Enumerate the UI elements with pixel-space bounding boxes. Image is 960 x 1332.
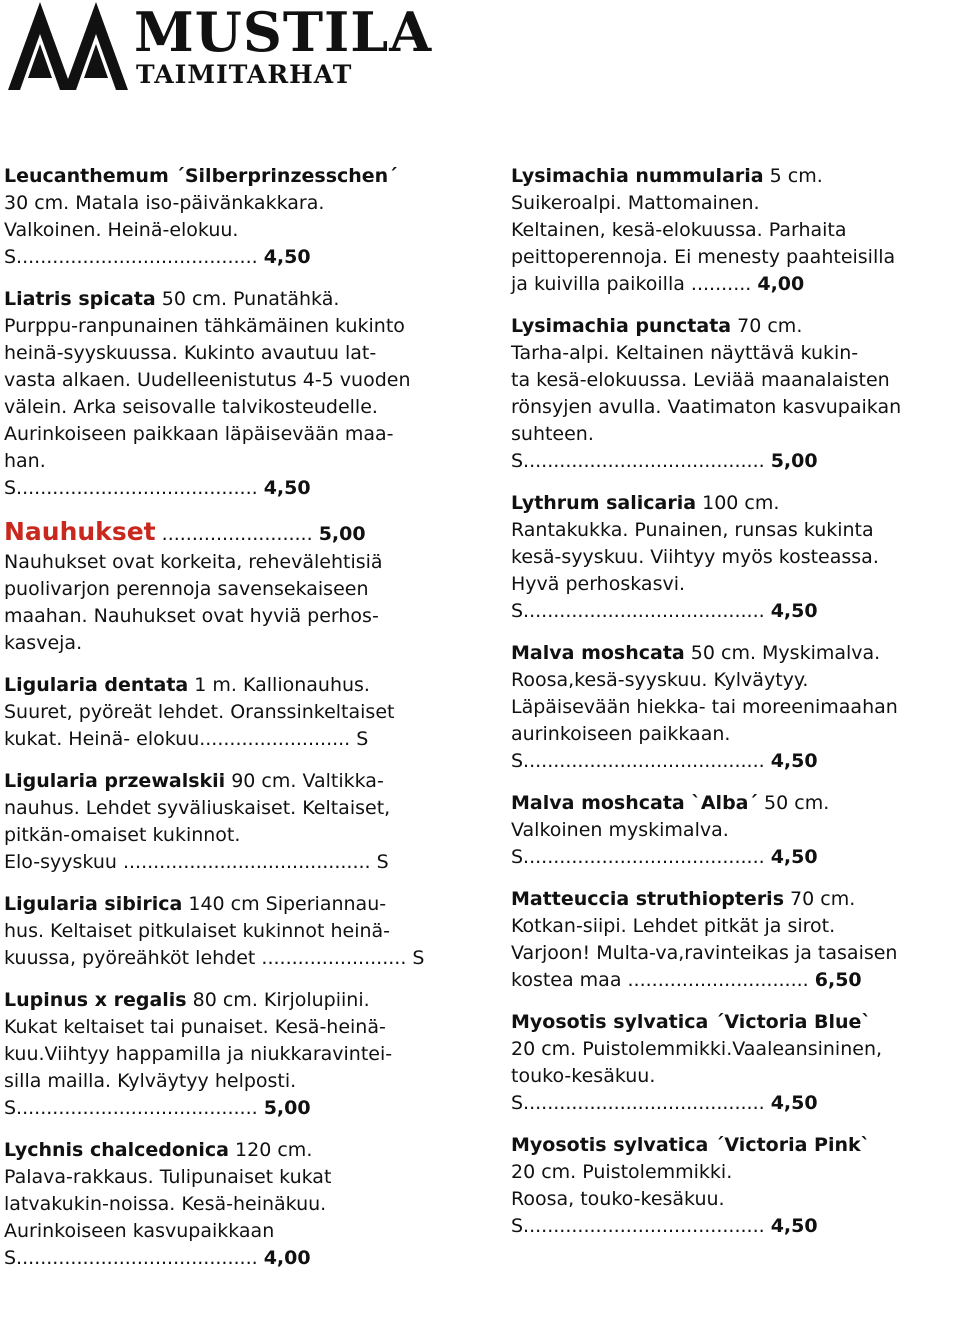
- product-description: Palava-rakkaus. Tulipunaiset kukat latvakukin-noissa. Kesä-heinäkuu. Aurinkoiseen kasvupaikkaan: [4, 1166, 332, 1242]
- right-column: [511, 163, 959, 1255]
- product-price: 4,00: [757, 273, 805, 295]
- product-dots: S........................................: [4, 1247, 264, 1269]
- product-description: Kotkan-siipi. Lehdet pitkät ja sirot. Varjoon! Multa-va,ravinteikas ja tasaisen kostea maa ..............................: [511, 915, 898, 991]
- product-price: 4,50: [263, 246, 311, 268]
- product-price: 4,50: [263, 477, 311, 499]
- product-entry: [4, 768, 454, 876]
- product-size: 80 cm. Kirjolupiini.: [186, 989, 370, 1011]
- product-name: Lupinus x regalis: [4, 989, 187, 1011]
- product-name: Ligularia przewalskii: [4, 770, 226, 792]
- product-price: 4,50: [770, 1215, 818, 1237]
- product-price: 4,00: [263, 1247, 311, 1269]
- product-description: Kukat keltaiset tai punaiset. Kesä-heinä- kuu.Viihtyy happamilla ja niukkaravintei- silla mailla. Kylväytyy helposti.: [4, 1016, 393, 1092]
- product-size: 120 cm.: [229, 1139, 313, 1161]
- product-dots: S........................................: [511, 1092, 771, 1114]
- product-name: Lychnis chalcedonica: [4, 1139, 230, 1161]
- group-title: Nauhukset: [4, 517, 156, 546]
- product-group: [4, 517, 454, 657]
- product-description: Roosa,kesä-syyskuu. Kylväytyy. Läpäisevään hiekka- tai moreenimaahan aurinkoiseen paikkaan.: [511, 669, 898, 745]
- product-price: 4,50: [770, 1092, 818, 1114]
- product-size: 50 cm. Myskimalva.: [684, 642, 881, 664]
- product-entry: [511, 1009, 959, 1117]
- group-price: 5,00: [318, 523, 366, 545]
- product-entry: [4, 286, 454, 502]
- product-size: 70 cm.: [784, 888, 856, 910]
- product-description: nauhus. Lehdet syväliuskaiset. Keltaiset, pitkän-omaiset kukinnot. Elo-syyskuu ......................................... S: [4, 797, 391, 873]
- product-size: 5 cm.: [763, 165, 823, 187]
- product-name: Malva moshcata: [511, 642, 685, 664]
- product-name: Lysimachia punctata: [511, 315, 732, 337]
- product-name: Ligularia sibirica: [4, 893, 183, 915]
- brand-subtitle: TAIMITARHAT: [136, 60, 353, 89]
- product-description: Suuret, pyöreät lehdet. Oranssinkeltaiset kukat. Heinä- elokuu......................... S: [4, 701, 395, 750]
- product-description: Valkoinen myskimalva.: [511, 819, 729, 841]
- product-name: Liatris spicata: [4, 288, 156, 310]
- product-dots: S........................................: [511, 450, 771, 472]
- product-description: 30 cm. Matala iso-päivänkakkara. Valkoinen. Heinä-elokuu.: [4, 192, 325, 241]
- product-price: 4,50: [770, 600, 818, 622]
- product-price: 6,50: [814, 969, 862, 991]
- left-column: [4, 163, 454, 1287]
- product-description: Rantakukka. Punainen, runsas kukinta kesä-syyskuu. Viihtyy myös kosteassa. Hyvä perhoskasvi.: [511, 519, 879, 595]
- product-size: 100 cm.: [696, 492, 780, 514]
- product-name: Ligularia dentata: [4, 674, 189, 696]
- product-price: 4,50: [770, 750, 818, 772]
- product-dots: S........................................: [4, 477, 264, 499]
- product-price: 5,00: [770, 450, 818, 472]
- product-name: Myosotis sylvatica ´Victoria Blue`: [511, 1011, 871, 1033]
- product-description: Purppu-ranpunainen tähkämäinen kukinto heinä-syyskuussa. Kukinto avautuu lat- vasta alkaen. Uudelleenistutus 4-5 vuoden välein. Arka seisovalle talvikosteudelle. Aurinkoiseen paikkaan läpäisevään maa- han.: [4, 315, 411, 472]
- product-name: Leucanthemum ´Silberprinzesschen´: [4, 165, 398, 187]
- product-size: 50 cm.: [758, 792, 830, 814]
- product-description: hus. Keltaiset pitkulaiset kukinnot heinä- kuussa, pyöreähköt lehdet ........................ S: [4, 920, 425, 969]
- product-size: 50 cm. Punatähkä.: [155, 288, 340, 310]
- product-name: Lythrum salicaria: [511, 492, 697, 514]
- product-entry: [511, 886, 959, 994]
- product-description: 20 cm. Puistolemmikki.Vaaleansininen, touko-kesäkuu.: [511, 1038, 883, 1087]
- product-name: Lysimachia nummularia: [511, 165, 764, 187]
- product-entry: [511, 490, 959, 625]
- product-name: Matteuccia struthiopteris: [511, 888, 785, 910]
- product-dots: S........................................: [511, 1215, 771, 1237]
- product-description: Suikeroalpi. Mattomainen. Keltainen, kesä-elokuussa. Parhaita peittoperennoja. Ei menesty paahteisilla ja kuivilla paikoilla ..........: [511, 192, 896, 295]
- group-description: Nauhukset ovat korkeita, rehevälehtisiä puolivarjon perennoja savensekaiseen maahan. Nauhukset ovat hyviä perhos- kasveja.: [4, 551, 383, 654]
- product-dots: S........................................: [4, 1097, 264, 1119]
- product-dots: S........................................: [511, 750, 771, 772]
- brand-logo: [6, 0, 446, 96]
- product-entry: [4, 672, 454, 753]
- product-dots: S........................................: [511, 600, 771, 622]
- product-entry: [4, 987, 454, 1122]
- product-size: 70 cm.: [731, 315, 803, 337]
- product-name: Myosotis sylvatica ´Victoria Pink`: [511, 1134, 871, 1156]
- product-price: 5,00: [263, 1097, 311, 1119]
- tree-logo-icon: [6, 0, 130, 92]
- product-dots: S........................................: [511, 846, 771, 868]
- product-entry: [511, 313, 959, 475]
- product-price: 4,50: [770, 846, 818, 868]
- product-entry: [511, 1132, 959, 1240]
- product-entry: [4, 1137, 454, 1272]
- product-dots: S........................................: [4, 246, 264, 268]
- product-entry: [511, 640, 959, 775]
- product-description: Tarha-alpi. Keltainen näyttävä kukin- ta kesä-elokuussa. Leviää maanalaisten rönsyjen avulla. Vaatimaton kasvupaikan suhteen.: [511, 342, 902, 445]
- product-description: 20 cm. Puistolemmikki. Roosa, touko-kesäkuu.: [511, 1161, 733, 1210]
- product-size: 90 cm. Valtikka-: [225, 770, 384, 792]
- product-entry: [511, 163, 959, 298]
- product-size: 140 cm Siperiannau-: [182, 893, 387, 915]
- product-entry: [4, 891, 454, 972]
- group-dots: .........................: [155, 523, 319, 545]
- product-size: 1 m. Kallionauhus.: [188, 674, 370, 696]
- product-entry: [511, 790, 959, 871]
- product-name: Malva moshcata `Alba´: [511, 792, 758, 814]
- product-entry: [4, 163, 454, 271]
- brand-name: MUSTILA: [134, 0, 433, 64]
